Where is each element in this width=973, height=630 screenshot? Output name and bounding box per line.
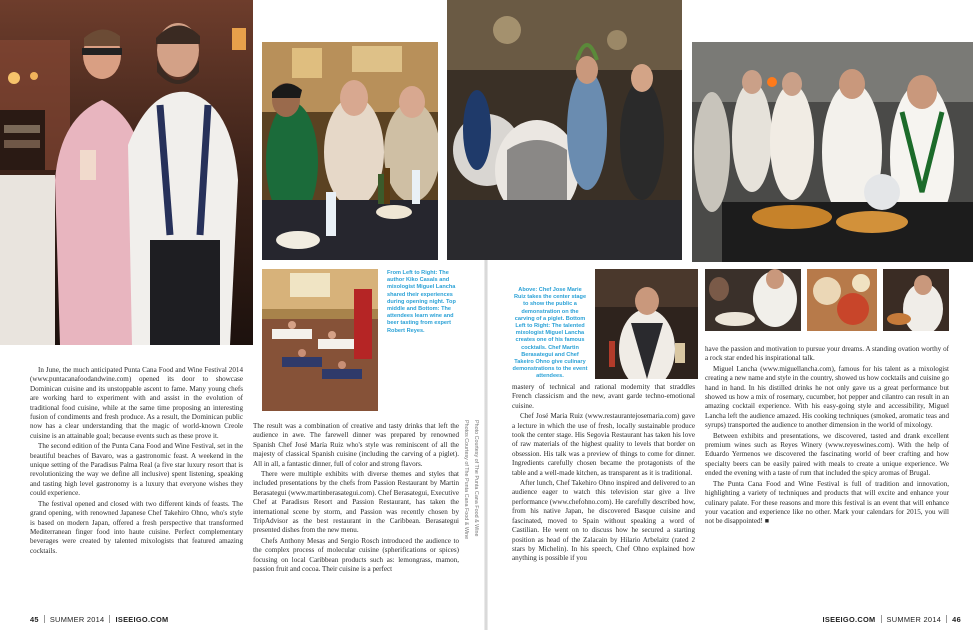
- photo-credit-vertical-2: Photo Courtesy of The Punta Cana Food & Wine: [473, 420, 479, 537]
- issue-left: SUMMER 2014: [49, 615, 105, 624]
- page-number-right: 46: [952, 615, 961, 624]
- paragraph: The Punta Cana Food and Wine Festival is full of tradition and innovation, highlighting a variety of techniques and products that will excite and enhance your culinary palate. For these reasons and more this festival is an event that will enhance your vacation and experience like no other. Mark your calendars for 2015, you will not be disappointed! ■: [705, 479, 949, 526]
- paragraph: After lunch, Chef Takehiro Ohno inspired and delivered to an audience eager to watch this television star give a live performance (www.chefohno.com). He carefully described how, from his native Japan, he discovered Basque cuisine and fascinated, moved to Spain without speaking a word of Castilian. He went on to discuss how he secured a starting position as head of the Zalacain by Hilario Arbelaitz (rated 2 stars by Michelin). In his speech, Chef Ohno explained how anything is possible if you: [512, 479, 695, 563]
- footer-right: [823, 615, 961, 624]
- paragraph: mastery of technical and rational modernity that straddles French classicism and the new, avant garde techno-emotional cuisine.: [512, 383, 695, 410]
- paragraph: The result was a combination of creative and tasty drinks that left the audience in awe. The farewell dinner was prepared by renowned Spanish Chef José María Ruiz who's style was reminiscent of all the majesty of classical Spanish cuisine (including the carving of a piglet). All in all, a fantastic dinner, full of color and strong flavors.: [253, 422, 459, 468]
- paragraph: There were multiple exhibits with diverse themes and styles that included presentations by the chefs from Passion Restaurant by Martin Berasategui (www.martinberasategui.com). Chef Berasategui, Executive Chef at Paradisus Resort and Passion Restaurant, has taken the international scene by storm, and Passion was recently chosen by TripAdvisor as the best restaurant in the Caribbean. Berasategui presented dishes from the new menu.: [253, 470, 459, 535]
- photo-caption-right: Above: Chef Jose Marie Ruiz takes the center stage to show the public a demonstration on the carving of a piglet. Bottom Left to Right: The talented mixologist Miguel Lancha creates one of his famous cocktails. Chef Martin Berasategui and Chef Takeiro Ohno give culinary demonstrations to the event attendees.: [512, 287, 588, 380]
- photo-wine-beer-tasting: [262, 269, 378, 411]
- paragraph: Chefs Anthony Mesas and Sergio Rosch introduced the audience to the complex process of molecular cuisine (spherifications or spices) focusing on local Caribbean products such as: lemongrass, mamon, passion fruit and cocoa. Their cuisine is a perfect: [253, 536, 459, 574]
- article-column-2: [253, 422, 459, 576]
- article-column-1: [30, 366, 243, 557]
- paragraph: have the passion and motivation to pursue your dreams. A standing ovation worthy of a rock star ended his inspirational talk.: [705, 345, 949, 363]
- photo-piglet-carving: [692, 42, 973, 262]
- article-column-3: [512, 383, 695, 565]
- photo-chef-berasategui: [705, 269, 801, 331]
- photo-mixologist: [595, 269, 698, 379]
- photo-credit-vertical: Photos Courtesy of The Punta Cana Food & Wine: [463, 420, 469, 540]
- photo-chef-ohno: [883, 269, 949, 331]
- page-number-left: 45: [30, 615, 39, 624]
- site-right: ISEEIGO.COM: [822, 615, 876, 624]
- issue-right: SUMMER 2014: [886, 615, 942, 624]
- paragraph: The festival opened and closed with two different kinds of feasts. The grand opening, with renowned Japanese Chef Takehiro Ohno, who's style is based on modern Japan, offered a fresh perspective that transformed Mediterranean finger food into haute cuisine. Perfect complementary beverages were created by talented mixologists that featured amazing cocktails.: [30, 499, 243, 555]
- site-left: ISEEIGO.COM: [115, 615, 169, 624]
- paragraph: In June, the much anticipated Punta Cana Food and Wine Festival 2014 (www.puntacanafoodandwine.com) opened its door to showcase Dominican cuisine and its unstoppable ascent to fame. Many young chefs are working hard to experiment with and assist in the evolution of traditional food cuisine, while at the same time proposing an interesting fusion of condiments and fresh produce. As a result, the Dominican public now has a clear understanding that the magic of world-known Creole cuisine is an attainable goal; because events such as these prove it.: [30, 366, 243, 440]
- footer-left: [30, 615, 168, 624]
- photo-plated-dishes: [807, 269, 877, 331]
- paragraph: Chef José María Ruiz (www.restaurantejosemaria.com) gave a lecture in which the use of fresh, locally sustainable produce took the center stage. His Segovia Restaurant has taken his love of raw materials of the highest quality to levels that border on obsession. His talk was a preview of things to come for dinner. Ingredients carefully chosen became the protagonists of the table and a well-made kitchen, as transparent as it is traditional.: [512, 412, 695, 477]
- paragraph: The second edition of the Punta Cana Food and Wine Festival, set in the beautiful beaches of Bavaro, was a gastronomic feast. A weekend in the unique setting of the Paradisus Palma Real (a five star luxury resort that is revolutionizing the way we define all inclusive) spent listening, speaking and tasting high level gastronomy is a luxury that everyone wishes they could experience.: [30, 442, 243, 498]
- photo-author-and-mixologist: [0, 0, 253, 345]
- photo-opening-night-dinner: [262, 42, 438, 260]
- paragraph: Miguel Lancha (www.miguellancha.com), famous for his talent as a mixologist creating a new name and style in the country, showed us how cocktails and cuisine go hand in hand. In his distilled drinks he not only gave us a great performance but showed us how a mix of rosemary, cucumber, hot pepper and cilantro can result in an amazing cocktail experience. With his easy-going style and accessibility, Miguel Lancha left the audience amazed. His cooking techniques (smoked, aromatic teas and syrups) transported the audience to another dimension in the world of mixology.: [705, 364, 949, 430]
- article-column-4: [705, 345, 949, 528]
- photo-caption-left: From Left to Right: The author Kiko Casals and mixologist Miguel Lancha shared their experiences during opening night. Top middle and Bottom: The attendees learn wine and beer tasting from expert Robert Reyes.: [387, 270, 456, 334]
- photo-dinner-hall: [447, 0, 682, 260]
- paragraph: Between exhibits and presentations, we discovered, tasted and drank excellent premium wines such as Reyes Winery (www.reyeswines.com). With the help of Eduardo Yermenos we discovered the fascinating world of beer crafting and how specialty beers can be easily paired with meals to create a unique experience. We ended the evening with a taste of rum that included the spicy aromas of Brugal.: [705, 431, 949, 478]
